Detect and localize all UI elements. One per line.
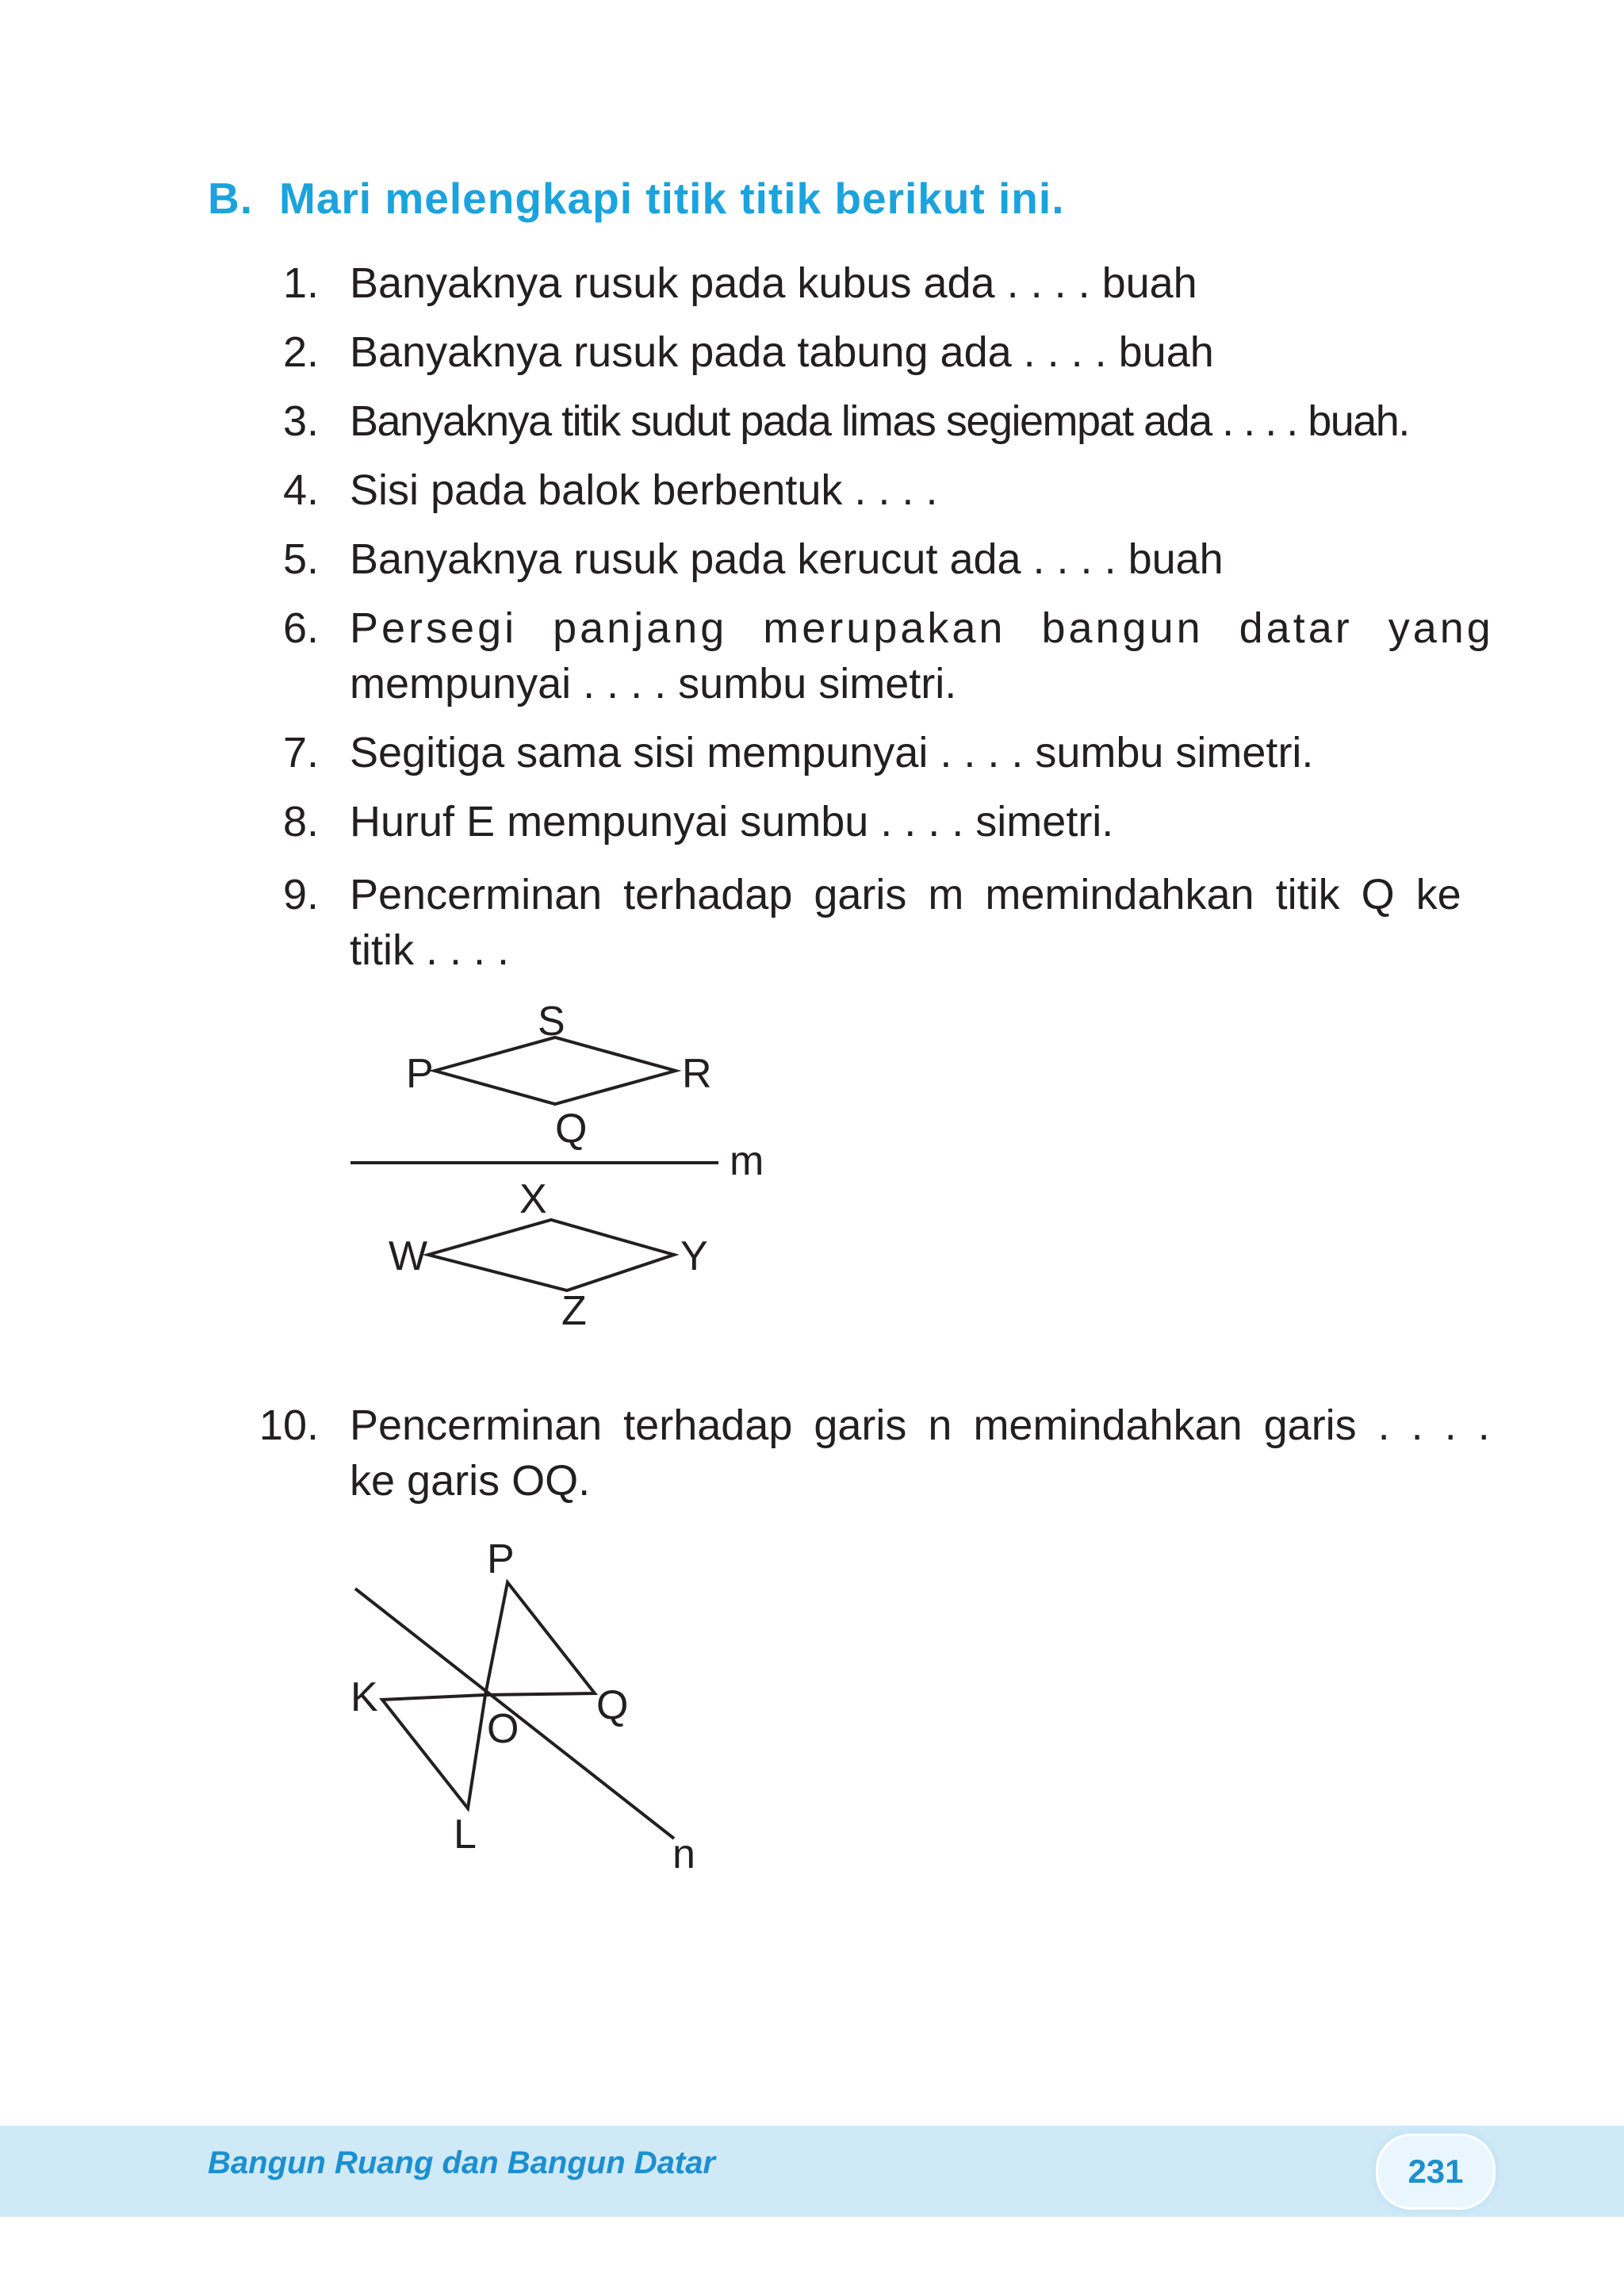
label-q: Q: [596, 1682, 629, 1728]
item-number: 10.: [259, 1401, 319, 1449]
item-number: 8.: [282, 798, 319, 845]
page-number-badge: [1376, 2134, 1496, 2210]
item-number: 2.: [282, 328, 319, 376]
label-z: Z: [561, 1288, 587, 1334]
label-p: P: [487, 1536, 515, 1582]
item-text: Segitiga sama sisi mempunyai . . . . sumbu simetri.: [350, 729, 1314, 776]
item-number: 5.: [282, 535, 319, 583]
item-text-line1: Pencerminan terhadap garis m memindahkan titik Q ke: [350, 871, 1461, 918]
item-text-line1: Pencerminan terhadap garis n memindahkan garis . . . .: [350, 1401, 1490, 1449]
section-letter: B.: [208, 174, 253, 223]
item-number: 3.: [282, 397, 319, 445]
label-x: X: [519, 1176, 547, 1222]
label-n: n: [672, 1831, 695, 1877]
label-q: Q: [555, 1106, 588, 1152]
item-text: Banyaknya rusuk pada tabung ada . . . . buah: [350, 328, 1214, 376]
item-text-line1: Persegi panjang merupakan bangun datar yang: [350, 604, 1494, 652]
section-heading: [208, 173, 1064, 224]
item-number: 6.: [282, 604, 319, 652]
label-l: L: [454, 1812, 477, 1858]
item-text: Huruf E mempunyai sumbu . . . . simetri.: [350, 798, 1114, 845]
reflection-figure-n: [341, 1535, 706, 1892]
item-text: Banyaknya titik sudut pada limas segiempat ada . . . . buah.: [350, 397, 1409, 445]
label-s: S: [538, 999, 565, 1045]
item-number: 7.: [282, 729, 319, 776]
label-y: Y: [680, 1233, 708, 1279]
item-text: Sisi pada balok berbentuk . . . .: [350, 466, 938, 514]
label-w: W: [389, 1233, 428, 1279]
parallelogram-wxyz: [428, 1220, 674, 1290]
item-text: Banyaknya rusuk pada kerucut ada . . . . buah: [350, 535, 1224, 583]
page-number: 231: [1408, 2153, 1464, 2190]
label-m: m: [730, 1138, 764, 1184]
label-k: K: [350, 1674, 378, 1720]
footer-title: Bangun Ruang dan Bangun Datar: [208, 2145, 715, 2180]
item-text-line2: titik . . . .: [350, 926, 510, 974]
item-text: Banyaknya rusuk pada kubus ada . . . . buah: [350, 259, 1197, 307]
label-p: P: [406, 1051, 434, 1097]
item-number: 1.: [282, 259, 319, 307]
item-number: 9.: [282, 871, 319, 918]
item-text-line2: ke garis OQ.: [350, 1457, 591, 1505]
item-number: 4.: [282, 466, 319, 514]
item-text-line2: mempunyai . . . . sumbu simetri.: [350, 660, 957, 707]
label-r: R: [682, 1051, 712, 1097]
parallelogram-pqrs: [435, 1037, 676, 1104]
section-title: Mari melengkapi titik titik berikut ini.: [279, 174, 1065, 223]
reflection-figure-m: [341, 995, 785, 1336]
label-o: O: [487, 1706, 519, 1752]
triangles-opq-okl: [382, 1582, 595, 1808]
